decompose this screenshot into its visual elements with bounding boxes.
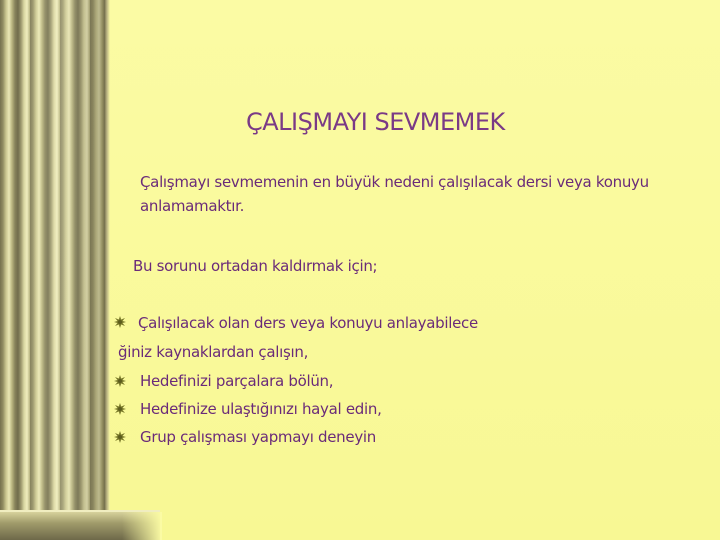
starburst-bullet-icon (114, 316, 126, 328)
bullet-item: Hedefinizi parçalara bölün, (140, 372, 334, 390)
bullet-item: Çalışılacak olan ders veya konuyu anlayabilece (138, 314, 478, 332)
pillar-edge (104, 0, 110, 540)
decorative-pillar (0, 0, 108, 540)
slide-title: ÇALIŞMAYI SEVMEMEK (246, 108, 505, 136)
starburst-bullet-icon (114, 431, 126, 443)
bullet-item: Grup çalışması yapmayı deneyin (140, 428, 376, 446)
pillar-base (0, 510, 160, 540)
intro-paragraph: Çalışmayı sevmemenin en büyük nedeni çalışılacak dersi veya konuyu anlamamaktır. (140, 173, 649, 215)
starburst-bullet-icon (114, 375, 126, 387)
lead-in-paragraph: Bu sorunu ortadan kaldırmak için; (133, 257, 378, 275)
bullet-item-continuation: ğiniz kaynaklardan çalışın, (118, 343, 309, 361)
bullet-item: Hedefinize ulaştığınızı hayal edin, (140, 400, 382, 418)
starburst-bullet-icon (114, 403, 126, 415)
